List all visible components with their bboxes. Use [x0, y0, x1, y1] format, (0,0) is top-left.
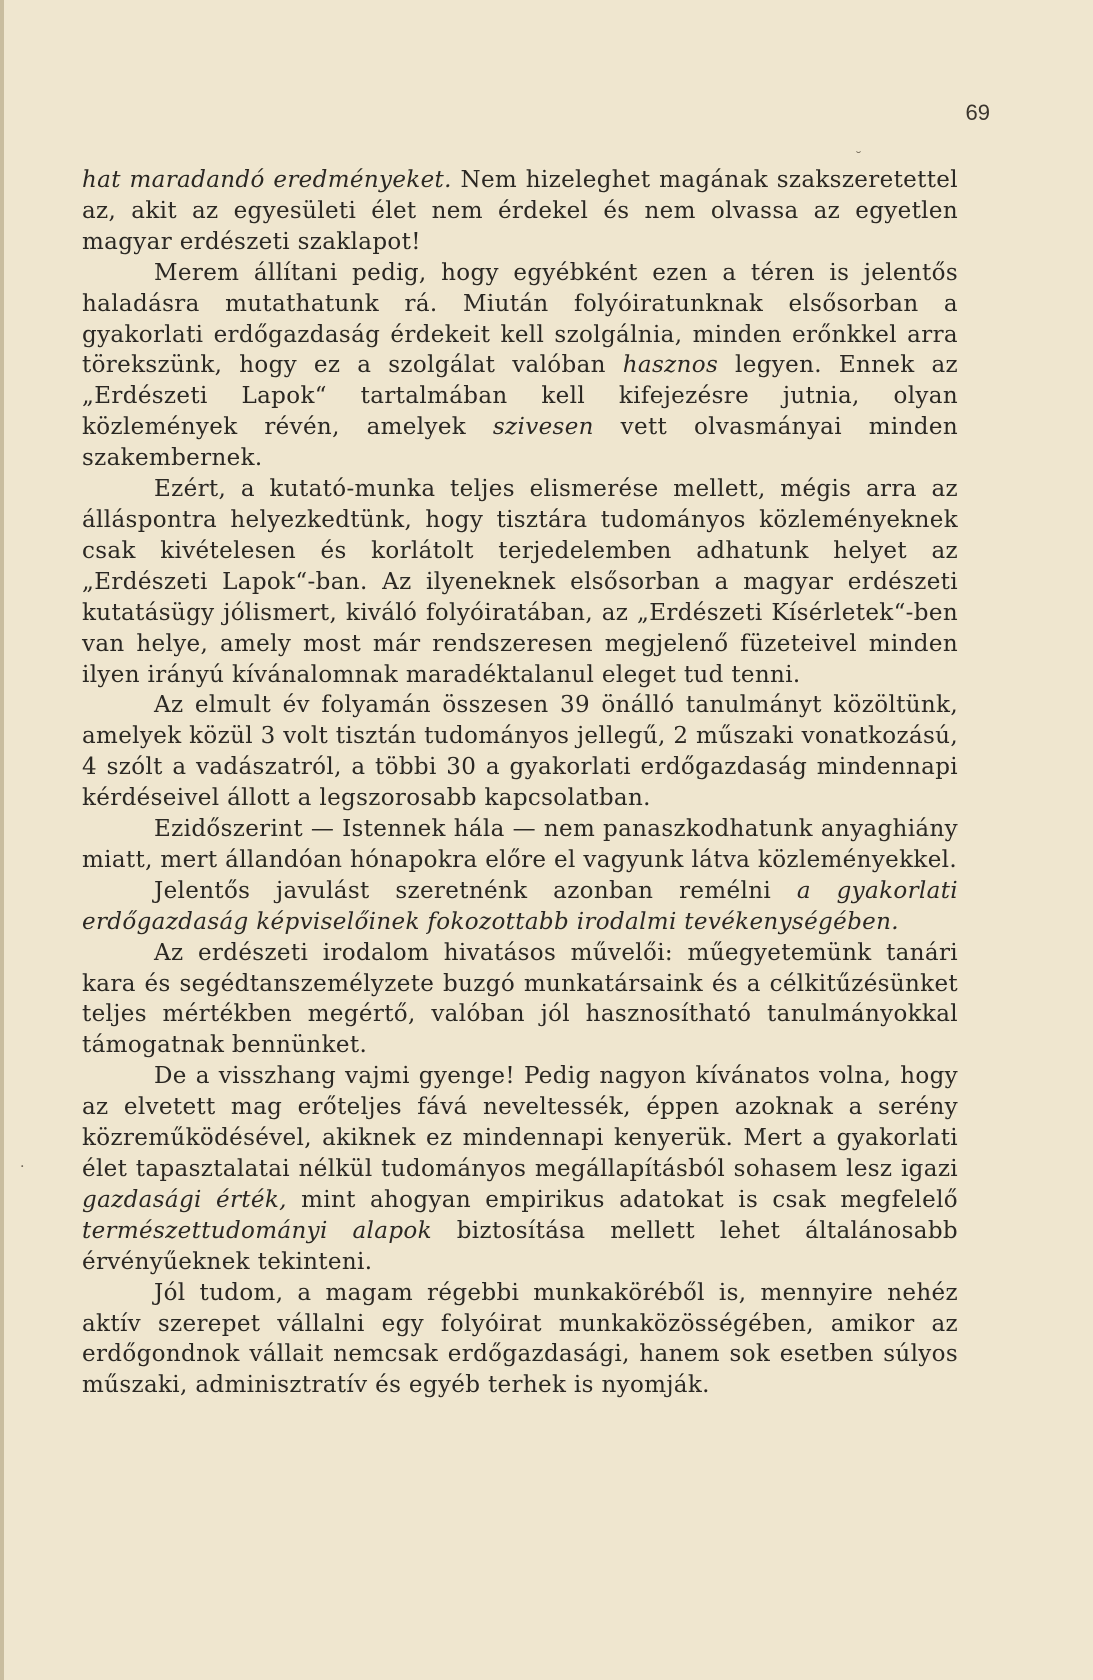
text-run: biztosítása mellett lehet általánosabb érvényűeknek tekinteni. [82, 1217, 958, 1275]
text-run: vett olvasmányai minden szakembernek. [82, 414, 958, 472]
text-run: Ezidőszerint — Istennek hála — nem panaszkodhatunk anyaghiány miatt, mert állandóan hónapokra előre el vagyunk látva közleményekkel. [82, 816, 958, 873]
text-run: Ezért, a kutató-munka teljes elismerése mellett, mégis arra az álláspontra helyezkedtünk, hogy tisztára tudományos közleményeknek csak kivételesen és korlátolt terjedelemben adhatunk helyet az „Erdészeti Lapok“-ban. Az ilyeneknek elsősorban a magyar erdészeti kutatásügy jólismert, kiváló folyóiratában, az „Erdészeti Kísérletek“-ben van helye, amely most már rendszeresen megjelenő füzeteivel minden ilyen irányú kívánalomnak maradéktalanul eleget tud tenni. [82, 476, 958, 688]
text-run: Nem hizeleghet magának szakszeretettel az, akit az egyesületi élet nem érdekel és nem olvassa az egyetlen magyar erdészeti szaklapot! [82, 167, 958, 255]
paragraph [82, 1278, 958, 1402]
text-run: mint ahogyan empirikus adatokat is csak megfelelő [286, 1186, 959, 1213]
text-run: De a visszhang vajmi gyenge! Pedig nagyon kívánatos volna, hogy az elvetett mag erőteljes fává neveltessék, éppen azoknak a serény közreműködésével, akiknek ez mindennapi kenyerük. Mert a gyakorlati élet tapasztalatai nélkül tudományos megállapításból sohasem lesz igazi [82, 1063, 958, 1182]
paragraph [82, 474, 958, 690]
text-run: Az elmult év folyamán összesen 39 önálló tanulmányt közöltünk, amelyek közül 3 volt tisztán tudományos jellegű, 2 műszaki vonatkozású, 4 szólt a vadászatról, a többi 30 a gyakorlati erdőgazdaság mindennapi kérdéseivel állott a legszorosabb kapcsolatban. [82, 692, 958, 812]
paragraph [82, 876, 958, 938]
paragraph [82, 938, 958, 1062]
emphasized-text: hat maradandó eredményeket. [82, 167, 452, 193]
emphasized-text: gazdasági érték, [82, 1186, 287, 1213]
paragraph [82, 1061, 958, 1277]
paragraph [82, 258, 958, 474]
paragraph [82, 690, 958, 814]
text-run: Merem állítani pedig, hogy egyébként ezen a téren is jelentős haladásra mutathatunk rá. Miután folyóiratunknak elsősorban a gyakorlati erdőgazdaság érdekeit kell szolgálnia, minden erőnkkel arra törekszünk, hogy ez a szolgálat valóban [82, 259, 958, 379]
text-run: Jól tudom, a magam régebbi munkaköréből is, mennyire nehéz aktív szerepet vállalni egy folyóirat munkaközösségében, amikor az erdőgondnok vállait nemcsak erdőgazdasági, hanem sok esetben súlyos műszaki, adminisztratív és egyéb terhek is nyomják. [82, 1279, 958, 1399]
text-run: Az erdészeti irodalom hivatásos művelői: műegyetemünk tanári kara és segédtanszemélyzete buzgó munkatársaink és a célkitűzésünket teljes mértékben megértő, valóban jól hasznosítható tanulmányokkal támogatnak bennünket. [82, 939, 958, 1059]
emphasized-text: természettudományi alapok [82, 1217, 432, 1244]
page-edge [0, 0, 4, 1680]
paragraph [82, 814, 958, 876]
paragraph [82, 165, 958, 258]
text-run: Jelentős javulást szeretnénk azonban remélni [154, 877, 797, 904]
text-run: legyen. Ennek az „Erdészeti Lapok“ tartalmában kell kifejezésre jutnia, olyan közlemények révén, amelyek [82, 352, 958, 441]
emphasized-text: szivesen [492, 414, 594, 441]
print-speck: . [20, 1155, 25, 1171]
page-number: 69 [965, 100, 990, 125]
body-text [82, 165, 958, 1401]
emphasized-text: hasznos [622, 352, 719, 379]
emphasized-text: a gyakorlati erdőgazdaság képviselőinek fokozottabb irodalmi tevékenységében. [82, 877, 958, 935]
print-speck: ˘ [855, 150, 862, 166]
